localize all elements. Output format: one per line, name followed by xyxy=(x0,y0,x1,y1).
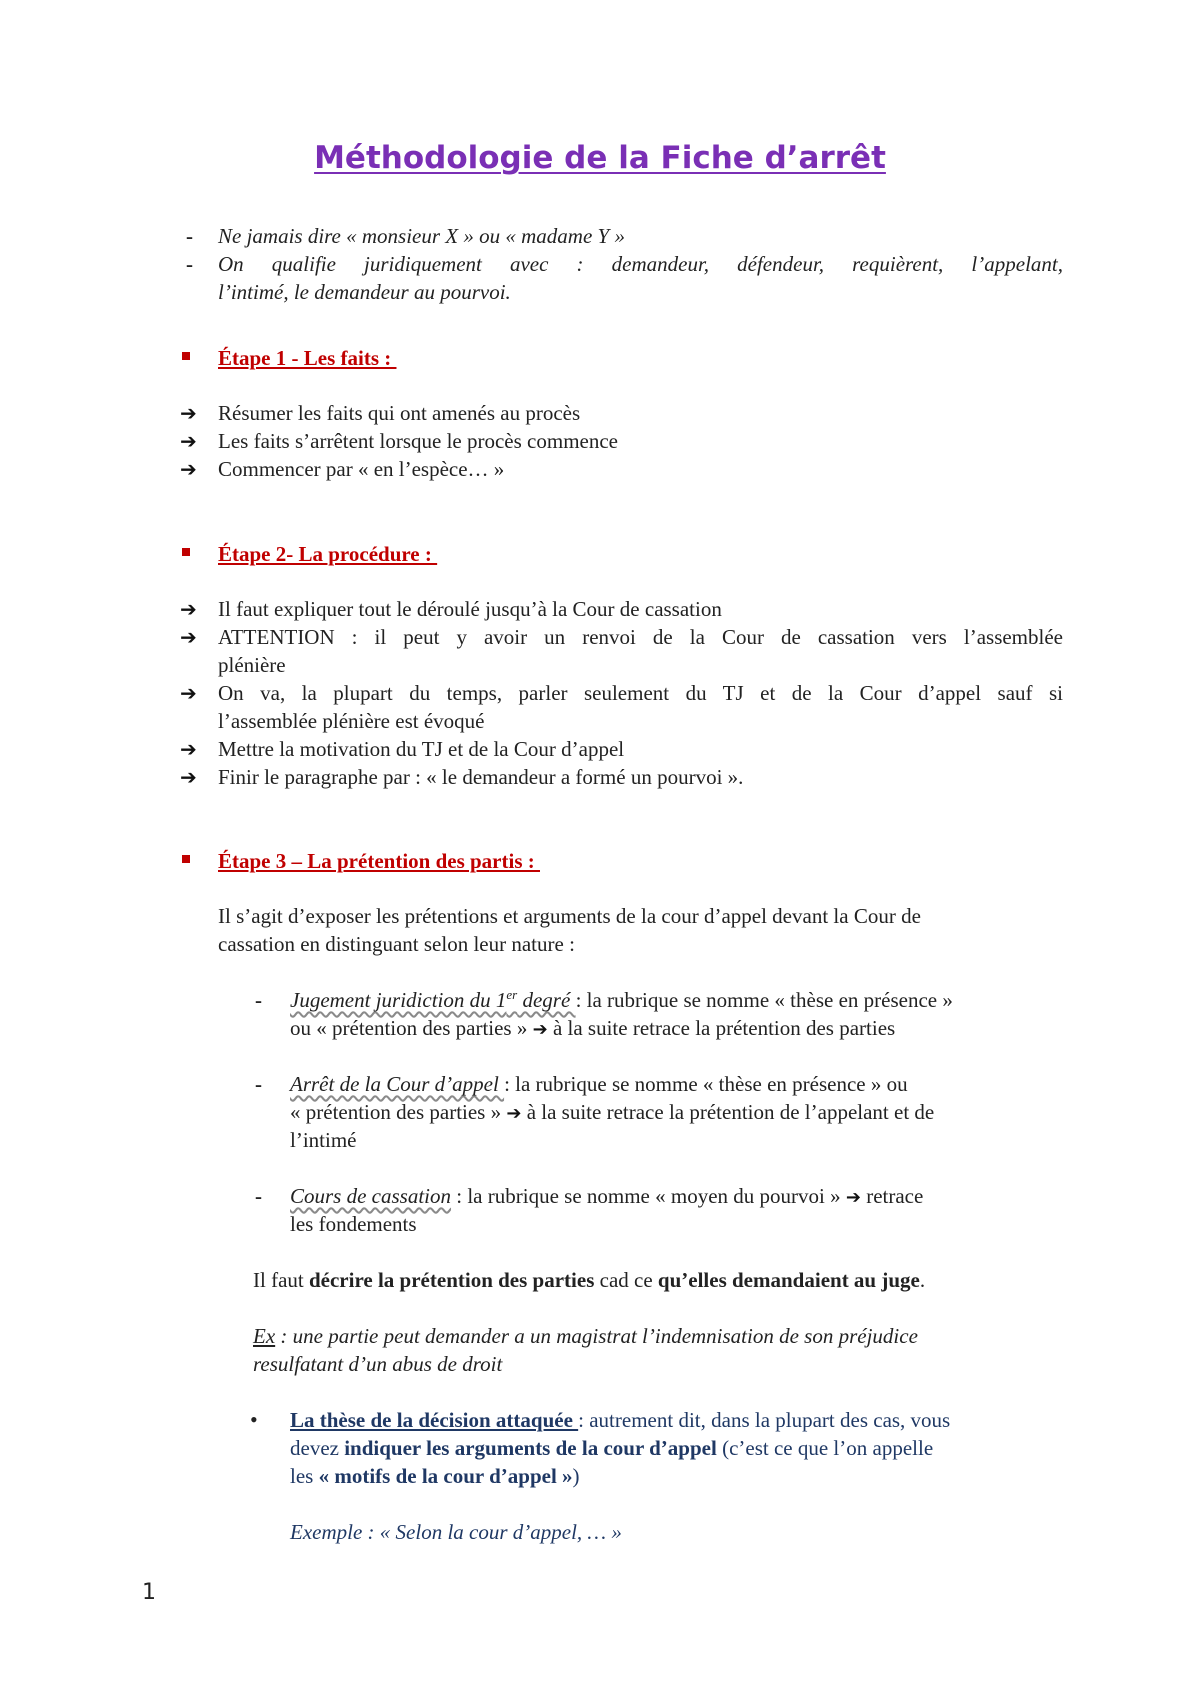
thesis-line-2: devez indiquer les arguments de la cour d’appel (c’est ce que l’on appelle xyxy=(290,1436,934,1460)
sub-item-3-line-2: les fondements xyxy=(290,1212,417,1236)
step-2-item-3-line-1: On va, la plupart du temps, parler seulement du TJ et de la Cour d’appel sauf si xyxy=(218,681,1063,705)
intro-bullet-1: Ne jamais dire « monsieur X » ou « madame Y » xyxy=(218,224,625,248)
thesis-line-3: les « motifs de la cour d’appel ») xyxy=(290,1464,580,1488)
step-2-item-3-line-2: l’assemblée plénière est évoqué xyxy=(218,709,485,733)
dash-bullet: - xyxy=(186,252,193,276)
step-2-item-2-line-2: plénière xyxy=(218,653,286,677)
intro-bullet-2-line-1: On qualifie juridiquement avec : demandeur, défendeur, requièrent, l’appelant, xyxy=(218,252,1063,276)
step-2-item-1: Il faut expliquer tout le déroulé jusqu’à la Cour de cassation xyxy=(218,597,722,621)
step-1-item: Les faits s’arrêtent lorsque le procès commence xyxy=(218,429,618,453)
round-bullet-icon: • xyxy=(250,1407,258,1432)
sub-item-1-line-1: Jugement juridiction du 1er degré : la rubrique se nomme « thèse en présence » xyxy=(290,987,953,1012)
thesis-line-1: La thèse de la décision attaquée : autrement dit, dans la plupart des cas, vous xyxy=(290,1408,951,1432)
thesis-example: Exemple : « Selon la cour d’appel, … » xyxy=(290,1520,622,1544)
dash-bullet: - xyxy=(255,1184,262,1208)
step-3-paragraph-line-1: Il s’agit d’exposer les prétentions et arguments de la cour d’appel devant la Cour de xyxy=(218,904,921,928)
sub-item-3-term: Cours de cassation xyxy=(290,1184,452,1208)
step-3-paragraph-line-2: cassation en distinguant selon leur nature : xyxy=(218,932,575,956)
step-1-item: Résumer les faits qui ont amenés au procès xyxy=(218,401,581,425)
step-3-heading: Étape 3 – La prétention des partis : xyxy=(218,849,540,873)
step-1-item: Commencer par « en l’espèce… » xyxy=(218,457,505,481)
arrow-right-icon: ➔ xyxy=(180,401,197,425)
page-title: Méthodologie de la Fiche d’arrêt xyxy=(314,140,886,176)
sub-item-3-line-1: Cours de cassation : la rubrique se nomme « moyen du pourvoi » ➔ retrace xyxy=(290,1184,924,1208)
describe-claims-sentence: Il faut décrire la prétention des parties cad ce qu’elles demandaient au juge. xyxy=(253,1268,926,1292)
dash-bullet: - xyxy=(186,224,193,248)
sub-item-1-term: Jugement juridiction du 1er degré xyxy=(290,987,576,1012)
arrow-right-icon: ➔ xyxy=(180,765,197,789)
arrow-right-icon: ➔ xyxy=(180,457,197,481)
arrow-right-icon: ➔ xyxy=(180,597,197,621)
arrow-right-icon: ➔ xyxy=(180,681,197,705)
example-line-2: resulfatant d’un abus de droit xyxy=(253,1352,503,1376)
arrow-right-icon: ➔ xyxy=(180,737,197,761)
step-1-heading: Étape 1 - Les faits : xyxy=(218,346,397,370)
example-label: Ex xyxy=(253,1324,276,1348)
arrow-right-icon: ➔ xyxy=(506,1103,522,1124)
step-2-heading: Étape 2- La procédure : xyxy=(218,542,438,566)
thesis-heading: La thèse de la décision attaquée xyxy=(290,1408,579,1432)
arrow-right-icon: ➔ xyxy=(845,1187,861,1208)
sub-item-2-line-2: « prétention des parties » ➔ à la suite retrace la prétention de l’appelant et de xyxy=(290,1100,935,1124)
sub-item-1-line-2: ou « prétention des parties » ➔ à la suite retrace la prétention des parties xyxy=(290,1016,896,1040)
square-bullet-icon xyxy=(182,855,190,863)
arrow-right-icon: ➔ xyxy=(180,429,197,453)
sub-item-2-line-1: Arrêt de la Cour d’appel : la rubrique se nomme « thèse en présence » ou xyxy=(290,1072,908,1096)
dash-bullet: - xyxy=(255,1072,262,1096)
sub-item-2-term: Arrêt de la Cour d’appel xyxy=(290,1072,505,1096)
intro-bullet-2-line-2: l’intimé, le demandeur au pourvoi. xyxy=(218,280,511,304)
square-bullet-icon xyxy=(182,352,190,360)
dash-bullet: - xyxy=(255,988,262,1012)
example-line-1: Ex : une partie peut demander a un magistrat l’indemnisation de son préjudice xyxy=(253,1324,918,1348)
square-bullet-icon xyxy=(182,548,190,556)
step-2-item-4: Mettre la motivation du TJ et de la Cour d’appel xyxy=(218,737,625,761)
step-2-item-5: Finir le paragraphe par : « le demandeur a formé un pourvoi ». xyxy=(218,765,744,789)
arrow-right-icon: ➔ xyxy=(180,625,197,649)
step-2-item-2-line-1: ATTENTION : il peut y avoir un renvoi de la Cour de cassation vers l’assemblée xyxy=(218,625,1063,649)
sub-item-2-line-3: l’intimé xyxy=(290,1128,357,1152)
page-number: 1 xyxy=(142,1580,156,1605)
arrow-right-icon: ➔ xyxy=(532,1019,548,1040)
